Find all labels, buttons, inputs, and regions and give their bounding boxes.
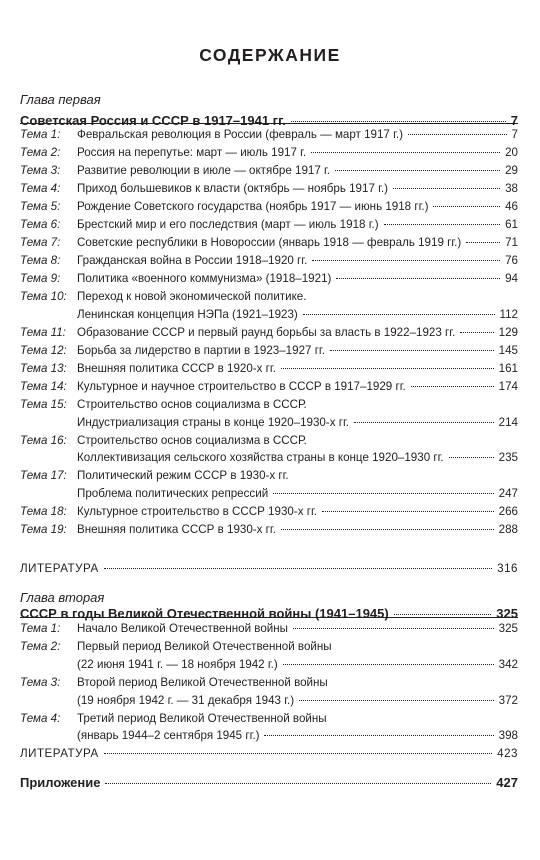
topic-title: Третий период Великой Отечественной войны xyxy=(77,711,327,725)
toc-entry[interactable] xyxy=(20,164,518,182)
dot-leader xyxy=(433,206,500,207)
topic-line xyxy=(77,622,518,640)
topic-label: Тема 2: xyxy=(20,640,61,653)
chapter-label: Глава первая xyxy=(20,92,101,107)
appendix-page-number: 427 xyxy=(496,775,518,790)
appendix-entry[interactable] xyxy=(20,775,518,790)
topic-page-number: 174 xyxy=(498,379,518,393)
dot-leader xyxy=(393,188,500,189)
dot-leader xyxy=(411,386,494,387)
topic-line xyxy=(77,523,518,541)
topic-line xyxy=(77,200,518,218)
topic-title: Брестский мир и его последствия (март — июль 1918 г.) xyxy=(77,218,379,231)
toc-entry[interactable] xyxy=(20,505,518,523)
topic-label: Тема 13: xyxy=(20,361,67,375)
topic-title: Индустриализация страны в конце 1920–1930-х гг. xyxy=(77,415,350,429)
topic-line xyxy=(77,505,518,523)
topic-line xyxy=(77,128,518,146)
topic-title: Культурное и научное строительство в СССР в 1917–1929 гг. xyxy=(77,379,406,393)
chapter-rule xyxy=(20,123,518,124)
dot-leader xyxy=(384,224,501,225)
topic-label: Тема 10: xyxy=(20,290,67,303)
toc-entry[interactable] xyxy=(20,128,518,146)
topic-title: (19 ноября 1942 г. — 31 декабря 1943 г.) xyxy=(77,693,295,707)
topic-title: Внешняя политика СССР в 1920-х гг. xyxy=(77,361,276,375)
dot-leader xyxy=(104,753,492,754)
topic-title: Второй период Великой Отечественной войны xyxy=(77,675,328,689)
topic-label: Тема 14: xyxy=(20,379,67,393)
topic-page-number: 372 xyxy=(498,693,518,707)
topic-page-number: 342 xyxy=(498,657,518,671)
topic-title: (22 июня 1941 г. — 18 ноября 1942 г.) xyxy=(77,657,278,671)
toc-entry[interactable] xyxy=(20,146,518,164)
dot-leader xyxy=(312,260,500,261)
dot-leader xyxy=(281,368,494,369)
chapter-page-number: 7 xyxy=(510,113,518,128)
dot-leader xyxy=(303,314,495,315)
topic-page-number: 398 xyxy=(498,729,518,743)
dot-leader xyxy=(335,170,500,171)
toc-entry[interactable] xyxy=(20,640,518,676)
topic-title: Россия на перепутье: март — июль 1917 г. xyxy=(77,146,307,159)
topic-title: Строительство основ социализма в СССР. xyxy=(77,433,307,447)
topic-label: Тема 18: xyxy=(20,505,67,519)
topic-page-number: 214 xyxy=(498,415,518,429)
topic-label: Тема 3: xyxy=(20,164,61,177)
topic-label: Тема 4: xyxy=(20,182,61,195)
topic-title: Развитие революции в июле — октябре 1917 г. xyxy=(77,164,331,177)
topic-label: Тема 9: xyxy=(20,272,61,285)
toc-entry[interactable] xyxy=(20,434,518,470)
topic-line xyxy=(77,451,518,469)
topic-title: Первый период Великой Отечественной войны xyxy=(77,640,332,653)
dot-leader xyxy=(408,134,507,135)
dot-leader xyxy=(293,628,494,629)
topic-page-number: 29 xyxy=(505,164,518,177)
topic-title: Строительство основ социализма в СССР. xyxy=(77,397,307,411)
topic-line xyxy=(77,362,518,380)
topic-page-number: 38 xyxy=(505,182,518,195)
topic-line xyxy=(77,164,518,182)
topic-label: Тема 11: xyxy=(20,325,66,339)
literature-entry[interactable] xyxy=(20,562,518,575)
topic-label: Тема 19: xyxy=(20,523,67,537)
topic-label: Тема 7: xyxy=(20,236,61,249)
dot-leader xyxy=(283,664,494,665)
toc-entry[interactable] xyxy=(20,380,518,398)
topic-line xyxy=(77,146,518,164)
topic-label: Тема 4: xyxy=(20,711,61,725)
topic-line xyxy=(77,469,518,487)
topic-line xyxy=(77,416,518,434)
toc-entry[interactable] xyxy=(20,218,518,236)
topic-label: Тема 16: xyxy=(20,433,67,447)
topic-line xyxy=(77,676,518,694)
dot-leader xyxy=(330,350,494,351)
topic-page-number: 145 xyxy=(498,343,518,357)
literature-label: ЛИТЕРАТУРА xyxy=(20,562,99,575)
chapter-label: Глава вторая xyxy=(20,590,105,605)
topic-page-number: 76 xyxy=(505,254,518,267)
topic-title: Политический режим СССР в 1930-х гг. xyxy=(77,469,289,483)
dot-leader xyxy=(299,700,494,701)
literature-page-number: 316 xyxy=(497,562,518,575)
topic-line xyxy=(77,640,518,658)
topic-title: Внешняя политика СССР в 1930-х гг. xyxy=(77,523,276,537)
topic-page-number: 129 xyxy=(498,325,518,339)
topic-page-number: 20 xyxy=(505,146,518,159)
topic-page-number: 71 xyxy=(505,236,518,249)
topic-title: Борьба за лидерство в партии в 1923–1927 гг. xyxy=(77,343,325,357)
topic-page-number: 161 xyxy=(498,361,518,375)
toc-entry[interactable] xyxy=(20,326,518,344)
topic-label: Тема 12: xyxy=(20,343,67,357)
chapter-page-number: 325 xyxy=(496,606,518,621)
topic-page-number: 247 xyxy=(498,487,518,501)
topic-title: Переход к новой экономической политике. xyxy=(77,290,307,303)
topic-line xyxy=(77,218,518,236)
topic-page-number: 266 xyxy=(498,505,518,519)
dot-leader xyxy=(336,278,500,279)
topic-title: Проблема политических репрессий xyxy=(77,487,269,501)
topic-line xyxy=(77,658,518,676)
dot-leader xyxy=(449,457,494,458)
toc-entry[interactable] xyxy=(20,398,518,434)
chapter-title: СССР в годы Великой Отечественной войны (1941–1945) xyxy=(20,606,389,621)
dot-leader xyxy=(281,529,494,530)
dot-leader xyxy=(460,332,493,333)
topic-title: Начало Великой Отечественной войны xyxy=(77,622,288,635)
topic-line xyxy=(77,434,518,452)
toc-entry[interactable] xyxy=(20,344,518,362)
topic-line xyxy=(77,254,518,272)
topic-line xyxy=(77,487,518,505)
topic-title: Февральская революция в России (февраль — март 1917 г.) xyxy=(77,128,403,141)
topic-label: Тема 17: xyxy=(20,469,67,483)
chapter-heading[interactable] xyxy=(20,113,518,128)
topic-label: Тема 5: xyxy=(20,200,61,213)
toc-entry[interactable] xyxy=(20,200,518,218)
chapter-rule xyxy=(20,617,518,618)
dot-leader xyxy=(104,568,492,569)
toc-entry[interactable] xyxy=(20,676,518,712)
toc-entry[interactable] xyxy=(20,182,518,200)
topic-title: (январь 1944–2 сентября 1945 гг.) xyxy=(77,729,260,743)
toc-entry[interactable] xyxy=(20,254,518,272)
toc-entry[interactable] xyxy=(20,622,518,640)
topic-line xyxy=(77,729,518,747)
dot-leader xyxy=(105,783,491,784)
toc-entry[interactable] xyxy=(20,362,518,380)
topic-line xyxy=(77,182,518,200)
topic-label: Тема 8: xyxy=(20,254,61,267)
topic-line xyxy=(77,308,518,326)
topic-line xyxy=(77,272,518,290)
topic-line xyxy=(77,326,518,344)
dot-leader xyxy=(273,493,493,494)
dot-leader xyxy=(291,121,506,122)
topic-label: Тема 1: xyxy=(20,622,61,635)
topic-title: Ленинская концепция НЭПа (1921–1923) xyxy=(77,307,298,321)
literature-label: ЛИТЕРАТУРА xyxy=(20,747,99,760)
topic-page-number: 61 xyxy=(505,218,518,231)
literature-entry[interactable] xyxy=(20,747,518,760)
dot-leader xyxy=(354,422,494,423)
topic-title: Гражданская война в России 1918–1920 гг. xyxy=(77,254,308,267)
topic-title: Образование СССР и первый раунд борьбы за власть в 1922–1923 гг. xyxy=(77,325,456,339)
literature-page-number: 423 xyxy=(497,747,518,760)
toc-entry[interactable] xyxy=(20,469,518,505)
topic-label: Тема 1: xyxy=(20,128,61,141)
topic-title: Культурное строительство в СССР 1930-х гг. xyxy=(77,505,317,519)
chapter-title: Советская Россия и СССР в 1917–1941 гг. xyxy=(20,113,286,128)
topic-line xyxy=(77,380,518,398)
chapter-heading[interactable] xyxy=(20,606,518,621)
topic-page-number: 46 xyxy=(505,200,518,213)
topic-title: Политика «военного коммунизма» (1918–1921) xyxy=(77,272,332,285)
appendix-label: Приложение xyxy=(20,775,101,790)
topic-page-number: 288 xyxy=(498,523,518,537)
topic-page-number: 325 xyxy=(498,622,518,635)
topic-title: Советские республики в Новороссии (январь 1918 — февраль 1919 гг.) xyxy=(77,236,462,249)
topic-title: Коллективизация сельского хозяйства страны в конце 1920–1930 гг. xyxy=(77,451,444,465)
topic-line xyxy=(77,712,518,730)
toc-entry[interactable] xyxy=(20,523,518,541)
topic-line xyxy=(77,344,518,362)
dot-leader xyxy=(394,614,492,615)
toc-entry[interactable] xyxy=(20,272,518,290)
topic-line xyxy=(77,236,518,254)
page-title: СОДЕРЖАНИЕ xyxy=(199,45,341,65)
toc-entry[interactable] xyxy=(20,712,518,748)
topic-title: Рождение Советского государства (ноябрь 1917 — июнь 1918 гг.) xyxy=(77,200,429,213)
dot-leader xyxy=(264,735,493,736)
dot-leader xyxy=(466,242,500,243)
toc-entry[interactable] xyxy=(20,236,518,254)
dot-leader xyxy=(322,511,494,512)
topic-label: Тема 3: xyxy=(20,675,61,689)
topic-title: Приход большевиков к власти (октябрь — ноябрь 1917 г.) xyxy=(77,182,389,195)
topic-line xyxy=(77,398,518,416)
dot-leader xyxy=(311,152,500,153)
topic-page-number: 235 xyxy=(498,451,518,465)
topic-page-number: 94 xyxy=(505,272,518,285)
topic-label: Тема 2: xyxy=(20,146,61,159)
toc-entry[interactable] xyxy=(20,290,518,326)
topic-line xyxy=(77,290,518,308)
topic-line xyxy=(77,694,518,712)
topic-label: Тема 6: xyxy=(20,218,61,231)
topic-label: Тема 15: xyxy=(20,397,67,411)
topic-page-number: 112 xyxy=(499,307,518,321)
topic-page-number: 7 xyxy=(511,128,518,141)
